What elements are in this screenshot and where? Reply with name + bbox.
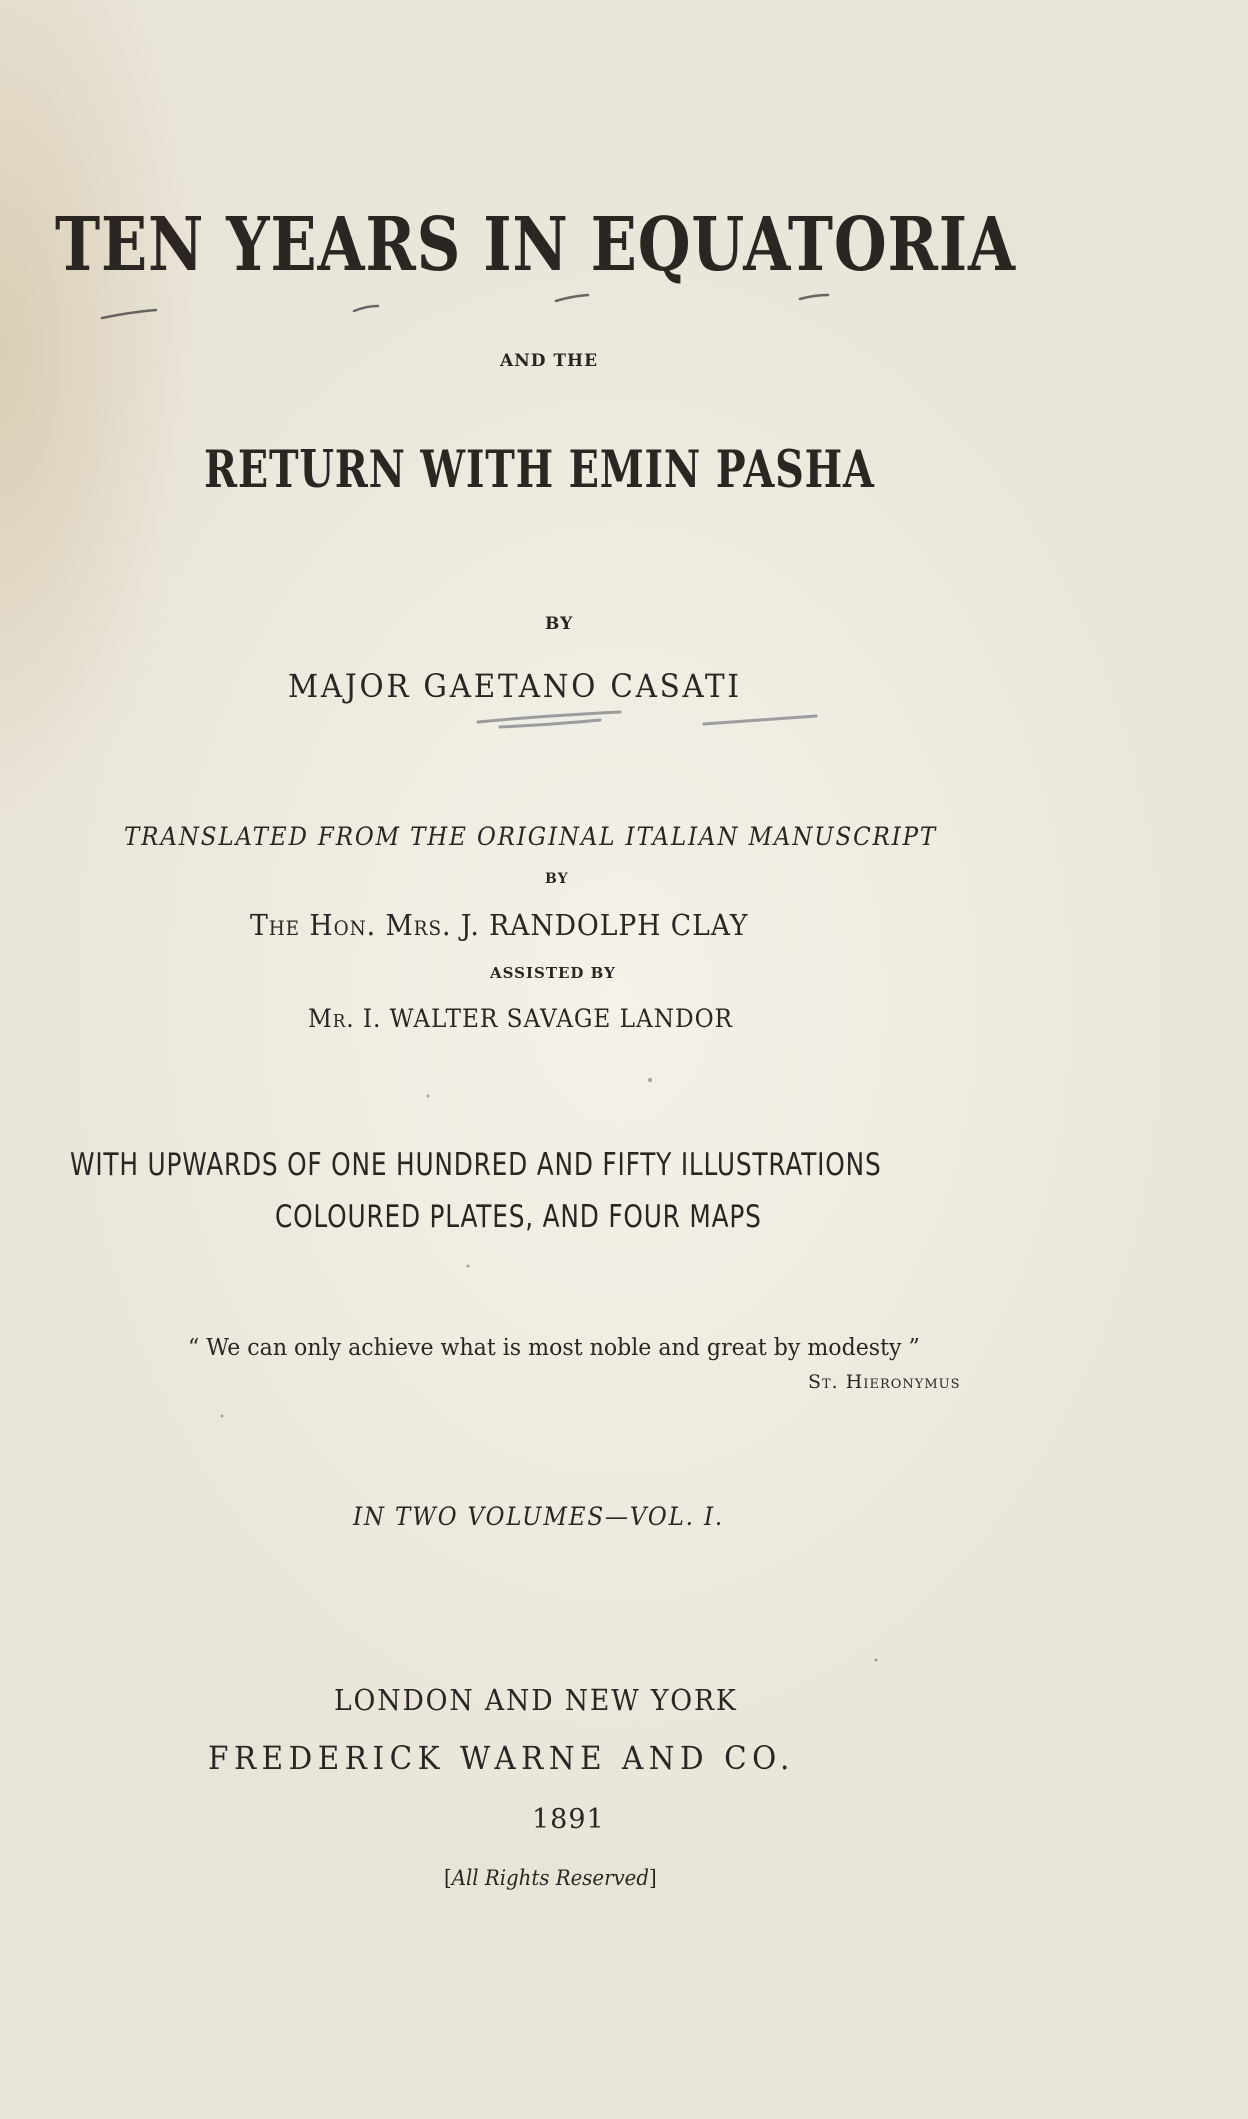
pencil-mark xyxy=(556,295,588,301)
illustrations-line-2: COLOURED PLATES, AND FOUR MAPS xyxy=(275,1199,762,1235)
book-title: TEN YEARS IN EQUATORIA xyxy=(55,202,1016,288)
author-name: MAJOR GAETANO CASATI xyxy=(288,667,742,705)
translator-name: The Hon. Mrs. J. RANDOLPH CLAY xyxy=(250,908,749,942)
paper-speck xyxy=(875,1659,878,1662)
paper-speck xyxy=(648,1078,652,1082)
translation-note: TRANSLATED FROM THE ORIGINAL ITALIAN MANUSCRIPT xyxy=(124,822,938,851)
publisher-name: FREDERICK WARNE AND CO. xyxy=(208,1739,795,1777)
volume-info: IN TWO VOLUMES—VOL. I. xyxy=(353,1502,725,1531)
rights-text: All Rights Reserved xyxy=(451,1866,650,1890)
pencil-underline xyxy=(500,720,600,727)
pencil-mark xyxy=(354,306,378,311)
by-label: BY xyxy=(545,614,574,634)
book-subtitle: RETURN WITH EMIN PASHA xyxy=(204,440,875,500)
paper-speck xyxy=(427,1095,430,1098)
rights-close-bracket: ] xyxy=(649,1866,657,1890)
assistant-name: Mr. I. WALTER SAVAGE LANDOR xyxy=(308,1004,733,1033)
epigraph: “ We can only achieve what is most noble and great by modesty ” xyxy=(188,1335,920,1361)
rights-notice xyxy=(444,1868,914,1889)
publication-place: LONDON AND NEW YORK xyxy=(334,1683,738,1717)
pencil-underline xyxy=(704,716,816,724)
publication-year: 1891 xyxy=(532,1804,605,1835)
paper-speck xyxy=(221,1415,224,1418)
rights-open-bracket: [ xyxy=(444,1866,452,1890)
title-connector: AND THE xyxy=(500,351,599,371)
pencil-mark xyxy=(102,310,156,318)
epigraph-author: St. Hieronymus xyxy=(808,1371,961,1393)
pencil-underline xyxy=(478,712,620,722)
pencil-mark xyxy=(800,295,828,299)
paper-speck xyxy=(467,1265,470,1268)
assisted-by-label: ASSISTED BY xyxy=(490,964,616,982)
illustrations-line-1: WITH UPWARDS OF ONE HUNDRED AND FIFTY ILLUSTRATIONS xyxy=(70,1147,882,1183)
translated-by-label: BY xyxy=(545,871,569,887)
